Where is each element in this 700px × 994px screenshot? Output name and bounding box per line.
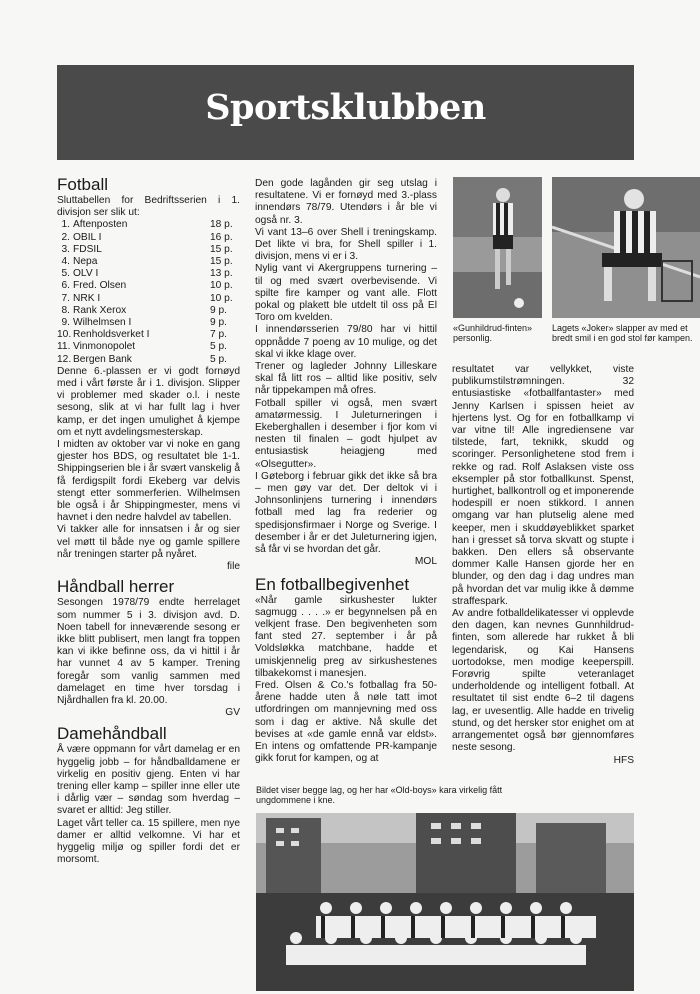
table-position: 5. xyxy=(61,268,70,280)
table-team: NRK I xyxy=(73,292,101,304)
section-heading-handball: Håndball herrer xyxy=(57,577,175,597)
table-team: Nepa xyxy=(73,256,98,268)
table-points: 15 p. xyxy=(210,256,233,268)
signature: MOL xyxy=(414,556,437,568)
section-heading-damehandball: Damehåndball xyxy=(57,724,167,744)
table-points: 9 p. xyxy=(210,304,227,316)
table-position: 2. xyxy=(61,231,70,243)
photo-illustration xyxy=(256,813,634,991)
photo-caption: Bildet viser begge lag, og her har «Old-boys» kara virkelig fått ungdommene i kne. xyxy=(256,785,503,805)
photo-illustration xyxy=(552,177,700,318)
table-team: OBIL I xyxy=(73,231,102,243)
table-position: 1. xyxy=(61,219,70,231)
table-points: 10 p. xyxy=(210,292,233,304)
table-team: OLV I xyxy=(73,268,99,280)
table-team: FDSIL xyxy=(73,243,102,255)
table-team: Fred. Olsen xyxy=(73,280,127,292)
league-table xyxy=(57,219,240,365)
column-2-paragraph: Vi vant 13–6 over Shell i treningskamp. Det likte vi bra, for Shell spiller i 1. divisjon, mens vi er i 3. xyxy=(255,226,437,263)
photo-team xyxy=(256,813,634,991)
handball-paragraph: Sesongen 1978/79 endte herrelaget som nummer 5 i 3. divisjon avd. D. Noen tabell for inneværende sesong er ikke blitt publisert, men langt fra toppen kan vi ikke befinne oss, da vi hittil i år har vunnet 4 av 5 kamper. Trening foregår som vanlig sammen med damelaget en time hver torsdag i Njårdhallen fra kl. 20.00. xyxy=(57,597,240,706)
fotball-paragraph: Vi takker alle for innsatsen i år og sier vel møtt til både nye og gamle spillere når treningen starter på nyåret. xyxy=(57,524,240,560)
table-points: 15 p. xyxy=(210,243,233,255)
table-position: 3. xyxy=(61,243,70,255)
table-points: 13 p. xyxy=(210,268,233,280)
table-points: 7 p. xyxy=(210,329,227,341)
table-team: Aftenposten xyxy=(73,219,128,231)
table-points: 10 p. xyxy=(210,280,233,292)
column-2-paragraph: I Gøteborg i februar gikk det ikke så bra – men gøy var det. Der deltok vi i Johnsonlinjens turnering i innendørs fotball med lag fra rederier og spedisjonsfirmaer i Norge og Sverige. I desember i år er det Juleturnering igjen, så får vi se hvordan det går. xyxy=(255,470,437,556)
column-2 xyxy=(255,178,437,765)
photo-illustration xyxy=(453,177,542,318)
column-2-paragraph: Nylig vant vi Akergruppens turnering – til og med svært overbevisende. Vi spilte fire kamper og vant alle. Flott pokal og plakett ble utdelt til oss på El Toro om kvelden. xyxy=(255,263,437,324)
column-3-paragraph: Av andre fotballdelikatesser vi opplevde den dagen, kan nevnes Gunnhildrud-finten, som allerede har rukket å bli legendarisk, og Kai Hansens uortodokse, men modige keeperspill. Forøvrig spilte veteranlaget underholdende og intelligent fotball. At resultatet til sist endte 6–2 til dagens lag, er uvesentlig. Alle hadde en trivelig stund, og det hersker stor enighet om at arrangementet også bør gjennomføres neste sesong. xyxy=(452,608,634,754)
photo-gunhildrud-finten xyxy=(453,177,542,318)
column-1 xyxy=(57,175,240,866)
table-points: 5 p. xyxy=(210,353,227,365)
table-position: 8. xyxy=(61,304,70,316)
table-team: Wilhelmsen I xyxy=(73,317,132,329)
table-team: Bergen Bank xyxy=(73,353,132,365)
header-banner xyxy=(57,65,634,160)
page-title: Sportsklubben xyxy=(205,87,486,128)
dame-paragraph: Å være oppmann for vårt damelag er en hyggelig jobb – for håndballdamene er virkelig en positiv gjeng. Enten vi har trening eller kamp – spiller inne eller ute i dårlig vær – søndag som hverdag – svaret er alltid: Jeg stiller. xyxy=(57,744,240,817)
table-points: 5 p. xyxy=(210,341,227,353)
column-2-paragraph: I innendørsserien 79/80 har vi hittil oppnådde 7 poeng av 10 mulige, og det skal vi ikke klage over. xyxy=(255,324,437,360)
column-2-paragraph: Trener og lagleder Johnny Lilleskare skal få litt ros – alltid like positiv, selv når tippekampen må ofres. xyxy=(255,361,437,397)
table-team: Renholdsverket I xyxy=(73,329,150,341)
photo-joker xyxy=(552,177,700,318)
column-2-paragraph: «Når gamle sirkushester lukter sagmugg . . . .» er begynnelsen på en velkjent frase. Den begivenheten som fant sted 27. september i år på Voldsløkka matchbane, hadde et umiskjennelig preg av sirkushestenes tilbakekomst i manesjen. xyxy=(255,594,437,679)
table-team: Vinmonopolet xyxy=(73,341,136,353)
table-position: 6. xyxy=(61,280,70,292)
fotball-paragraph: I midten av oktober var vi noke en gang gjester hos BDS, og resultatet ble 1-1. Shippingserien ble i år svært vanskelig å få ferdigspilt fordi Ekeberg var delvis stengt etter sommerferien. Wilhelmsen ble også i år Shippingmester, mens vi havnet i den nedre halvdel av tabellen. xyxy=(57,439,240,524)
section-heading-fotballbegivenhet: En fotballbegivenhet xyxy=(255,574,410,594)
fotball-intro: Sluttabellen for Bedriftsserien i 1. divisjon ser slik ut: xyxy=(57,195,240,219)
fotball-paragraph: Denne 6.-plassen er vi godt fornøyd med i vårt første år i 1. divisjon. Slipper vi problemer med skader o.l. i neste sesong, slik at vi har fullt lag i hver kamp, er det ingen umulighet å kjempe om et nytt avdelingsmesterskap. xyxy=(57,365,240,438)
photo-caption: «Gunhildrud-finten» personlig. xyxy=(453,323,533,343)
table-position: 4. xyxy=(61,256,70,268)
table-points: 9 p. xyxy=(210,317,227,329)
table-position: 11. xyxy=(57,341,71,353)
table-position: 12. xyxy=(57,353,72,365)
signature: GV xyxy=(225,707,240,719)
column-2-paragraph: Fotball spiller vi også, men svært amatørmessig. I Juleturneringen i Ekeberghallen i desember i fjor kom vi nesten til finalen – godt hjulpet av entusiastisk heiagjeng med «Olsegutter». xyxy=(255,397,437,470)
section-heading-fotball: Fotball xyxy=(57,175,109,194)
column-3-paragraph: resultatet var vellykket, viste publikumstilstrømningen. 32 entusiastiske «fotballfantaster» med Jenny Karlsen i spissen heiet av hjertens lyst. Og for en fotballkamp vi var vitne til! Alle ingrediensene var tilstede, fart, teknikk, skudd og scoringer. Personlighetene stod frem i rekke og rad. Rolf Aslaksen viste oss eksempler på stor fotballkunst. Spenst, hurtighet, ballkontroll og et imponerende hodespill er noen stikkord. I annen omgang var han plutselig alene med keeper, men i skuddøyeblikket sparket han i gresset så torva skvatt og stupte i bakken. Den ellers så observante dommer Kalle Hansen gjorde her en blunder, og den dag i dag undres man på hvordan det var mulig ikke å dømme straffespark. xyxy=(452,364,634,607)
dame-paragraph: Laget vårt teller ca. 15 spillere, men nye damer er alltid velkomne. Vi har et hyggelig miljø og spiller fordi det er morsomt. xyxy=(57,817,240,866)
table-points: 16 p. xyxy=(210,231,233,243)
table-points: 18 p. xyxy=(210,219,233,231)
signature: HFS xyxy=(613,754,634,766)
column-2-paragraph: Fred. Olsen & Co.'s fotballag fra 50-årene hadde uten å nøle tatt imot utfordringen om mannjevning med oss som i dag er aktive. Nå skulle det bevises at «de gamle ennå var eldst». En intens og omfattende PR-kampanje gikk forut for kampen, og at xyxy=(255,679,437,765)
column-2-paragraph: Den gode lagånden gir seg utslag i resultatene. Vi er fornøyd med 3.-plass innendørs 78/79. Utendørs i år ble vi også nr. 3. xyxy=(255,178,437,226)
table-position: 10. xyxy=(57,329,72,341)
table-team: Rank Xerox xyxy=(73,304,127,316)
table-position: 7. xyxy=(61,292,70,304)
signature: file xyxy=(226,561,240,573)
table-position: 9. xyxy=(61,317,70,329)
column-3 xyxy=(452,364,634,767)
photo-caption: Lagets «Joker» slapper av med et bredt smil i en god stol før kampen. xyxy=(552,323,693,343)
